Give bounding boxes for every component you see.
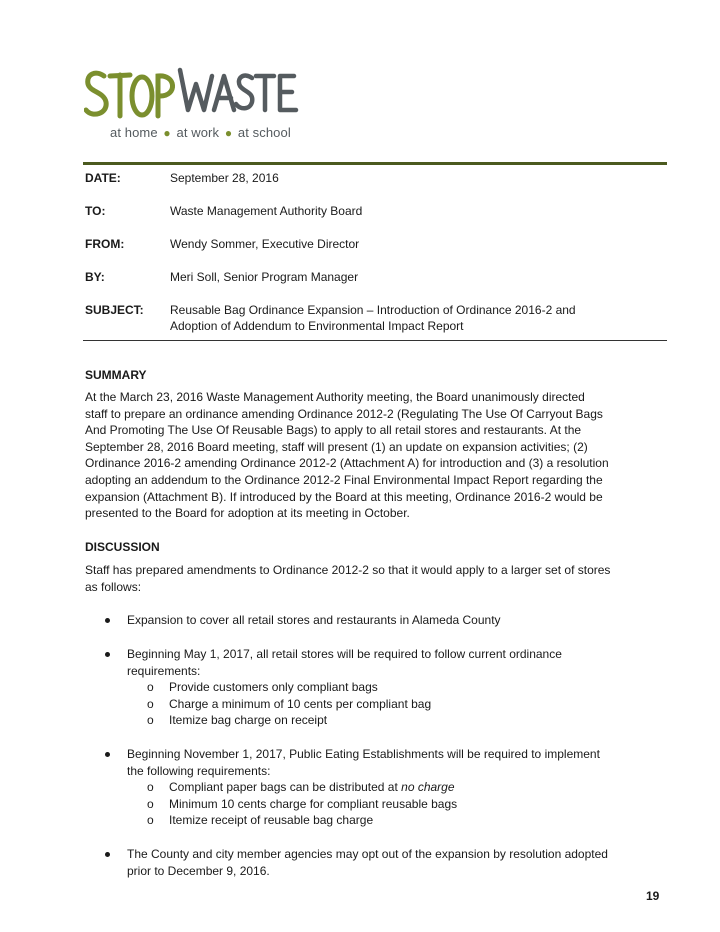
text-line: expansion (Attachment B). If introduced by the Board at this meeting, Ordinance 2016-2 would be xyxy=(85,489,603,504)
text-line: Expansion to cover all retail stores and restaurants in Alameda County xyxy=(127,613,501,627)
text-line: At the March 23, 2016 Waste Management Authority meeting, the Board unanimously directed xyxy=(85,390,585,404)
subject-value xyxy=(170,302,640,334)
text-line: Beginning November 1, 2017, Public Eating Establishments will be required to implement xyxy=(127,747,600,761)
bullet-icon xyxy=(105,652,110,657)
bullet-icon xyxy=(105,852,110,857)
from-value: Wendy Sommer, Executive Director xyxy=(170,237,360,251)
text-line: Beginning May 1, 2017, all retail stores will be required to follow current ordinance xyxy=(127,647,562,661)
logo-tagline xyxy=(110,125,291,140)
sub-bullet-icon: o xyxy=(147,813,154,827)
date-value: September 28, 2016 xyxy=(170,171,279,185)
sub-list-text: Charge a minimum of 10 cents per compliant bag xyxy=(169,697,432,711)
from-label: FROM: xyxy=(85,237,125,251)
text-line: as follows: xyxy=(85,579,142,594)
summary-paragraph xyxy=(85,389,655,522)
tagline-school: at school xyxy=(237,125,291,140)
subject-line: Reusable Bag Ordinance Expansion – Introduction of Ordinance 2016-2 and xyxy=(170,303,576,317)
tagline-bullet-icon: ● xyxy=(163,126,171,140)
sub-list-text: Itemize receipt of reusable bag charge xyxy=(169,813,374,827)
text-line: presented to the Board for adoption at its meeting in October. xyxy=(85,506,410,521)
tagline-bullet-icon: ● xyxy=(224,126,233,140)
sub-bullet-icon: o xyxy=(147,713,154,727)
subject-label: SUBJECT: xyxy=(85,303,144,317)
header-divider xyxy=(83,162,667,165)
list-item-text xyxy=(127,846,647,879)
text-line: adopting an addendum to the Ordinance 2012-2 Final Environmental Impact Report regarding the xyxy=(85,472,603,487)
sub-bullet-icon: o xyxy=(147,680,154,694)
sub-list-text: Provide customers only compliant bags xyxy=(169,680,378,694)
text-line: prior to December 9, 2016. xyxy=(127,863,270,878)
list-item-text xyxy=(127,646,647,679)
sub-bullet-icon: o xyxy=(147,780,154,794)
text-line: the following requirements: xyxy=(127,763,271,778)
sub-bullet-icon: o xyxy=(147,697,154,711)
text-line: September 28, 2016 Board meeting, staff will present (1) an update on expansion activities; (2) xyxy=(85,439,588,454)
sub-list-text xyxy=(169,779,455,796)
to-label: TO: xyxy=(85,204,106,218)
text-line: staff to prepare an ordinance amending Ordinance 2012-2 (Regulating The Use Of Carryout Bags xyxy=(85,406,603,421)
text-line: The County and city member agencies may opt out of the expansion by resolution adopted xyxy=(127,847,608,861)
stopwaste-logo xyxy=(84,62,304,142)
text-line: Ordinance 2016-2 amending Ordinance 2012-2 (Attachment A) for introduction and (3) a resolution xyxy=(85,456,609,471)
by-value: Meri Soll, Senior Program Manager xyxy=(170,270,359,284)
list-item-text xyxy=(127,612,647,629)
to-value: Waste Management Authority Board xyxy=(170,204,363,218)
text-line: And Promoting The Use Of Reusable Bags) to apply to all retail stores and restaurants. At the xyxy=(85,423,582,438)
tagline-work: at work xyxy=(176,125,220,140)
bullet-icon xyxy=(105,752,110,757)
stopwaste-wordmark xyxy=(84,62,304,124)
page-number: 19 xyxy=(646,889,660,903)
sub-list-text-plain: Compliant paper bags can be distributed at xyxy=(169,780,402,794)
sub-list-text: Itemize bag charge on receipt xyxy=(169,713,328,727)
text-line: requirements: xyxy=(127,663,201,678)
bullet-icon xyxy=(105,618,110,623)
discussion-heading: DISCUSSION xyxy=(85,540,160,554)
sub-bullet-icon: o xyxy=(147,797,154,811)
list-item-text xyxy=(127,746,647,779)
tagline-home: at home xyxy=(110,125,158,140)
memo-divider xyxy=(83,340,667,341)
summary-heading: SUMMARY xyxy=(85,368,147,382)
sub-list-text: Minimum 10 cents charge for compliant reusable bags xyxy=(169,797,458,811)
discussion-intro xyxy=(85,562,655,595)
date-label: DATE: xyxy=(85,171,121,185)
text-line: Staff has prepared amendments to Ordinance 2012-2 so that it would apply to a larger set of stores xyxy=(85,563,611,577)
subject-line: Adoption of Addendum to Environmental Impact Report xyxy=(170,319,464,333)
by-label: BY: xyxy=(85,270,105,284)
sub-list-text-italic: no charge xyxy=(401,780,455,794)
